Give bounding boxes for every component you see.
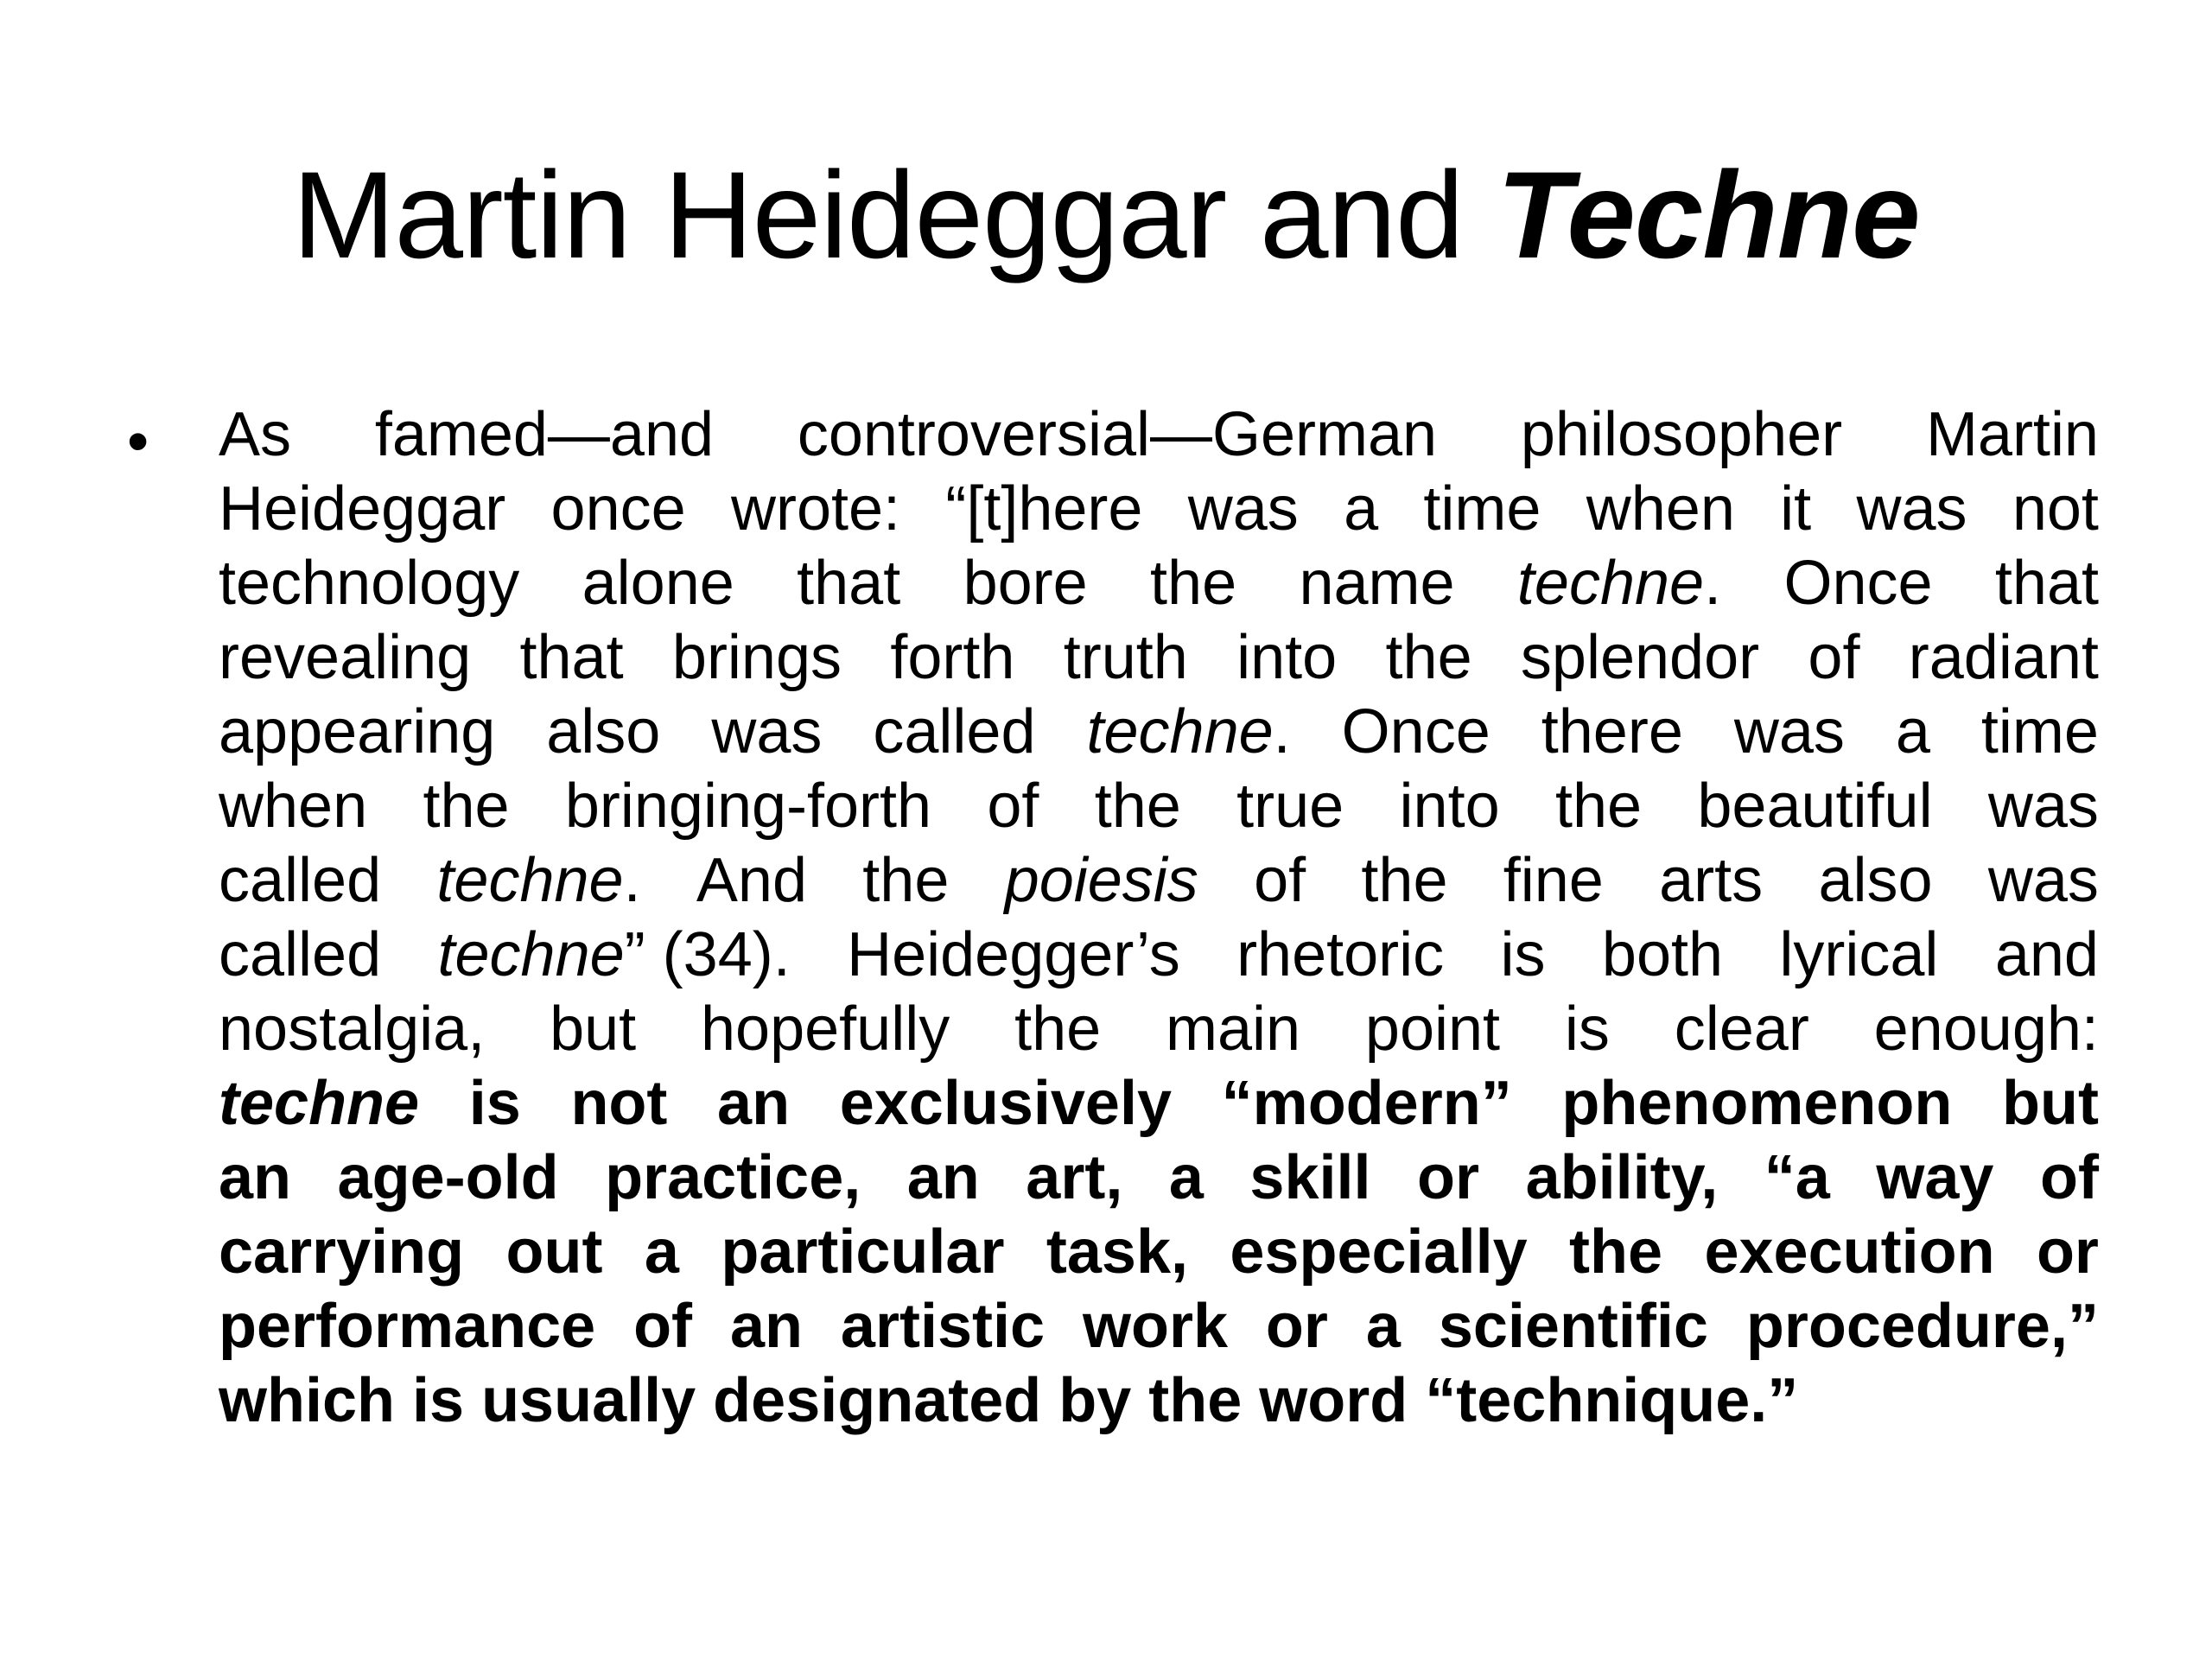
paragraph-word: both bbox=[1601, 920, 1724, 989]
paragraph-word: Once bbox=[1341, 697, 1491, 766]
paragraph-word: enough: bbox=[1873, 995, 2099, 1064]
paragraph-word-group bbox=[1046, 1215, 1188, 1289]
paragraph-word-group bbox=[1425, 1363, 1798, 1438]
paragraph-word-group bbox=[645, 1215, 679, 1289]
paragraph-word-group bbox=[469, 1066, 521, 1141]
paragraph-word-group bbox=[1586, 472, 1735, 546]
paragraph-word-group bbox=[1697, 769, 1932, 843]
paragraph-word: is bbox=[1564, 995, 1610, 1064]
paragraph-word: bore bbox=[963, 549, 1088, 618]
paragraph-word: usually bbox=[481, 1366, 696, 1435]
paragraph-word: that bbox=[519, 623, 624, 692]
paragraph-word-group bbox=[1361, 843, 1447, 918]
paragraph-word: hopefully bbox=[701, 995, 950, 1064]
paragraph-word: time bbox=[1980, 697, 2099, 766]
paragraph-line bbox=[219, 1215, 2099, 1289]
paragraph-word-group bbox=[890, 620, 1014, 695]
paragraph-word: an bbox=[729, 1292, 803, 1361]
paragraph-word: an bbox=[717, 1069, 791, 1138]
paragraph-word-group bbox=[1365, 992, 1500, 1066]
paragraph-word-group bbox=[1222, 1066, 1512, 1141]
paragraph-word: “technique.” bbox=[1425, 1366, 1799, 1435]
paragraph-word: designated bbox=[713, 1366, 1042, 1435]
paragraph-word: Heidegger’s bbox=[847, 920, 1180, 989]
paragraph-line bbox=[219, 843, 2099, 918]
paragraph-word-group bbox=[633, 1289, 692, 1363]
paragraph-word-group bbox=[1764, 1141, 1830, 1215]
paragraph-word-group bbox=[730, 1289, 803, 1363]
paragraph-word-group bbox=[2002, 1066, 2099, 1141]
paragraph-word-group bbox=[1521, 397, 1842, 472]
paragraph-word: rhetoric bbox=[1236, 920, 1445, 989]
paragraph-word: a bbox=[1365, 1292, 1401, 1361]
paragraph-word-group bbox=[1299, 546, 1454, 620]
paragraph-line bbox=[219, 992, 2099, 1066]
paragraph-word-group bbox=[797, 546, 900, 620]
paragraph-word: artistic bbox=[840, 1292, 1046, 1361]
paragraph-word-group bbox=[481, 1363, 696, 1438]
paragraph-word: practice, bbox=[605, 1143, 861, 1212]
paragraph-word: or bbox=[1265, 1292, 1328, 1361]
paragraph-word: is bbox=[412, 1366, 465, 1435]
paragraph-word-group bbox=[1064, 620, 1188, 695]
paragraph-word-group bbox=[219, 1066, 419, 1141]
paragraph-word: carrying bbox=[219, 1217, 465, 1287]
paragraph-word: alone bbox=[582, 549, 734, 618]
paragraph-word-group bbox=[840, 1066, 1172, 1141]
paragraph-word-group bbox=[1150, 546, 1236, 620]
paragraph-word-group bbox=[550, 992, 636, 1066]
paragraph-word: an bbox=[906, 1143, 980, 1212]
paragraph-word-group bbox=[1501, 918, 1546, 992]
paragraph-word-group bbox=[1675, 992, 1809, 1066]
paragraph-word-group bbox=[1169, 1141, 1204, 1215]
paragraph-word: the bbox=[1094, 772, 1181, 841]
paragraph-word-group bbox=[945, 472, 1142, 546]
paragraph-word-group bbox=[717, 1066, 790, 1141]
paragraph-word-group bbox=[1876, 1141, 1993, 1215]
paragraph-word: that bbox=[797, 549, 901, 618]
paragraph-word: or bbox=[2036, 1217, 2099, 1287]
bullet-paragraph bbox=[219, 397, 2099, 1438]
paragraph-word: As bbox=[219, 400, 292, 469]
paragraph-word-group bbox=[1236, 918, 1444, 992]
paragraph-word-group bbox=[1086, 695, 1290, 769]
paragraph-word: bringing-forth bbox=[564, 772, 932, 841]
paragraph-word: “[t]here bbox=[945, 474, 1143, 543]
paragraph-word-group bbox=[1988, 769, 2099, 843]
paragraph-word-group bbox=[1095, 769, 1181, 843]
paragraph-punctuation: . bbox=[1704, 549, 1722, 618]
paragraph-word: not bbox=[570, 1069, 668, 1138]
paragraph-word: techne bbox=[1516, 549, 1705, 618]
paragraph-word-group bbox=[672, 620, 842, 695]
paragraph-word: but bbox=[2001, 1069, 2099, 1138]
paragraph-word: the bbox=[1361, 846, 1448, 915]
paragraph-word: was bbox=[1987, 846, 2099, 915]
paragraph-word: nostalgia, bbox=[219, 995, 486, 1064]
paragraph-word: called bbox=[873, 697, 1036, 766]
paragraph-word-group bbox=[1856, 472, 1967, 546]
paragraph-word-group bbox=[565, 769, 931, 843]
paragraph-word: fine bbox=[1503, 846, 1604, 915]
paragraph-word: by bbox=[1058, 1366, 1132, 1435]
paragraph-word: is bbox=[468, 1069, 521, 1138]
paragraph-word-group bbox=[1734, 695, 1845, 769]
paragraph-word: poiesis bbox=[1004, 846, 1198, 915]
paragraph-word-group bbox=[423, 769, 509, 843]
paragraph-word: or bbox=[1417, 1143, 1480, 1212]
paragraph-word: also bbox=[1818, 846, 1933, 915]
paragraph-word: into bbox=[1236, 623, 1338, 692]
paragraph-word: out bbox=[505, 1217, 603, 1287]
paragraph-word: performance bbox=[219, 1292, 596, 1361]
paragraph-word: is bbox=[1500, 920, 1546, 989]
paragraph-word: there bbox=[1541, 697, 1683, 766]
paragraph-word: “a bbox=[1764, 1143, 1830, 1212]
paragraph-word: lyrical bbox=[1779, 920, 1939, 989]
paragraph-word: called bbox=[219, 846, 382, 915]
paragraph-word-group bbox=[987, 769, 1039, 843]
paragraph-word: time bbox=[1423, 474, 1541, 543]
paragraph-word-group bbox=[1439, 1289, 1708, 1363]
paragraph-punctuation: ” (34). bbox=[624, 920, 791, 989]
paragraph-word-group bbox=[1565, 992, 1610, 1066]
paragraph-word: revealing bbox=[219, 623, 472, 692]
paragraph-word-group bbox=[1981, 695, 2099, 769]
paragraph-word: the bbox=[423, 772, 510, 841]
paragraph-word: skill bbox=[1249, 1143, 1371, 1212]
slide-title-plain: Martin Heideggar and bbox=[292, 147, 1497, 284]
paragraph-word-group bbox=[1386, 620, 1472, 695]
paragraph-word-group bbox=[1783, 546, 1932, 620]
paragraph-line bbox=[219, 546, 2099, 620]
paragraph-word-group bbox=[1266, 1289, 1328, 1363]
paragraph-word: an bbox=[219, 1143, 292, 1212]
paragraph-word: forth bbox=[890, 623, 1015, 692]
paragraph-word-group bbox=[219, 695, 495, 769]
paragraph-word-group bbox=[847, 918, 1180, 992]
paragraph-word: technology bbox=[219, 549, 520, 618]
paragraph-word: was bbox=[1733, 697, 1845, 766]
paragraph-word: of bbox=[633, 1292, 693, 1361]
paragraph-word: techne bbox=[436, 846, 624, 915]
paragraph-word: called bbox=[219, 920, 382, 989]
paragraph-word-group bbox=[1236, 769, 1344, 843]
paragraph-word-group bbox=[551, 472, 686, 546]
paragraph-word: Once bbox=[1783, 549, 1933, 618]
paragraph-word-group bbox=[1423, 472, 1541, 546]
paragraph-word-group bbox=[1602, 918, 1723, 992]
paragraph-word: brings bbox=[671, 623, 842, 692]
paragraph-line bbox=[219, 695, 2099, 769]
paragraph-word-group bbox=[798, 397, 1437, 472]
paragraph-word-group bbox=[1005, 843, 1198, 918]
paragraph-word-group bbox=[711, 695, 822, 769]
paragraph-word: when bbox=[219, 772, 368, 841]
paragraph-word-group bbox=[2012, 472, 2099, 546]
paragraph-word: especially bbox=[1230, 1217, 1528, 1287]
paragraph-word: was bbox=[1856, 474, 1967, 543]
paragraph-word-group bbox=[1083, 1289, 1228, 1363]
paragraph-word-group bbox=[1230, 1215, 1527, 1289]
paragraph-word-group bbox=[546, 695, 660, 769]
paragraph-word-group bbox=[1659, 843, 1763, 918]
paragraph-word-group bbox=[1779, 918, 1938, 992]
paragraph-word: phenomenon bbox=[1561, 1069, 1953, 1138]
paragraph-word-group bbox=[1896, 695, 1930, 769]
paragraph-word: main bbox=[1166, 995, 1301, 1064]
slide-title-emphasis: Techne bbox=[1497, 147, 1920, 284]
paragraph-word-group bbox=[1541, 695, 1683, 769]
paragraph-word: a bbox=[644, 1217, 679, 1287]
paragraph-line bbox=[219, 1066, 2099, 1141]
paragraph-word: of bbox=[1808, 623, 1860, 692]
paragraph-word: not bbox=[2012, 474, 2099, 543]
paragraph-word-group bbox=[219, 1363, 395, 1438]
paragraph-word: a bbox=[1895, 697, 1930, 766]
paragraph-word: but bbox=[550, 995, 637, 1064]
paragraph-word-group bbox=[436, 843, 640, 918]
paragraph-line bbox=[219, 769, 2099, 843]
paragraph-word: arts bbox=[1659, 846, 1764, 915]
paragraph-word: when bbox=[1586, 474, 1735, 543]
paragraph-word-group bbox=[1014, 992, 1101, 1066]
paragraph-word: famed—and bbox=[374, 400, 715, 469]
paragraph-word-group bbox=[1746, 1289, 2099, 1363]
paragraph-word-group bbox=[1808, 620, 1859, 695]
paragraph-word-group bbox=[520, 620, 624, 695]
paragraph-word-group bbox=[570, 1066, 667, 1141]
paragraph-word: and bbox=[1994, 920, 2099, 989]
paragraph-word-group bbox=[219, 472, 505, 546]
paragraph-word-group bbox=[219, 769, 367, 843]
paragraph-word-group bbox=[1417, 1141, 1479, 1215]
paragraph-word: Heideggar bbox=[219, 474, 506, 543]
paragraph-word-group bbox=[1026, 1141, 1122, 1215]
paragraph-word: truth bbox=[1063, 623, 1188, 692]
paragraph-word: procedure,” bbox=[1745, 1292, 2099, 1361]
paragraph-word-group bbox=[1342, 695, 1491, 769]
paragraph-word: controversial—German bbox=[797, 400, 1438, 469]
paragraph-word: appearing bbox=[219, 697, 496, 766]
paragraph-word-group bbox=[219, 1289, 595, 1363]
paragraph-word: of bbox=[987, 772, 1039, 841]
paragraph-word: task, bbox=[1046, 1217, 1188, 1287]
paragraph-word-group bbox=[1995, 546, 2099, 620]
paragraph-word-group bbox=[696, 843, 807, 918]
paragraph-word: was bbox=[1187, 474, 1299, 543]
paragraph-word-group bbox=[375, 397, 714, 472]
paragraph-word: age-old bbox=[337, 1143, 559, 1212]
paragraph-word-group bbox=[1400, 769, 1500, 843]
paragraph-word: scientific bbox=[1438, 1292, 1708, 1361]
paragraph-word-group bbox=[506, 1215, 603, 1289]
paragraph-word: the bbox=[1569, 1217, 1663, 1287]
paragraph-word-group bbox=[1236, 620, 1337, 695]
paragraph-word: point bbox=[1364, 995, 1501, 1064]
paragraph-line bbox=[219, 1289, 2099, 1363]
paragraph-word-group bbox=[1166, 992, 1300, 1066]
paragraph-word: techne bbox=[1086, 697, 1274, 766]
slide-title bbox=[0, 143, 2212, 289]
paragraph-word: the bbox=[1014, 995, 1102, 1064]
paragraph-word-group bbox=[219, 918, 381, 992]
paragraph-word: name bbox=[1299, 549, 1455, 618]
paragraph-word: exclusively bbox=[839, 1069, 1173, 1138]
paragraph-word-group bbox=[1909, 620, 2099, 695]
paragraph-word-group bbox=[1818, 843, 1932, 918]
paragraph-word: the bbox=[1148, 1366, 1243, 1435]
paragraph-word-group bbox=[582, 546, 734, 620]
paragraph-word: ability, bbox=[1525, 1143, 1719, 1212]
paragraph-word-group bbox=[721, 1215, 1004, 1289]
paragraph-word: into bbox=[1399, 772, 1500, 841]
paragraph-word: the bbox=[1385, 623, 1472, 692]
paragraph-word-group bbox=[412, 1363, 464, 1438]
paragraph-word-group bbox=[219, 546, 519, 620]
paragraph-word-group bbox=[1259, 1363, 1408, 1438]
paragraph-word-group bbox=[1988, 843, 2099, 918]
paragraph-word-group bbox=[338, 1141, 559, 1215]
paragraph-word: execution bbox=[1704, 1217, 1995, 1287]
paragraph-word-group bbox=[1366, 1289, 1401, 1363]
paragraph-word-group bbox=[1503, 843, 1604, 918]
paragraph-word-group bbox=[219, 397, 291, 472]
paragraph-word: art, bbox=[1026, 1143, 1123, 1212]
paragraph-word: techne bbox=[219, 1069, 420, 1138]
paragraph-word-group bbox=[2040, 1141, 2099, 1215]
paragraph-word-group bbox=[713, 1363, 1041, 1438]
paragraph-word-group bbox=[1254, 843, 1306, 918]
paragraph-word: philosopher bbox=[1520, 400, 1843, 469]
paragraph-word-group bbox=[1780, 472, 1811, 546]
paragraph-word-group bbox=[1874, 992, 2099, 1066]
paragraph-word: splendor bbox=[1520, 623, 1760, 692]
paragraph-word: that bbox=[1994, 549, 2099, 618]
paragraph-punctuation: . bbox=[623, 846, 641, 915]
paragraph-word-group bbox=[219, 1141, 291, 1215]
paragraph-word-group bbox=[841, 1289, 1045, 1363]
paragraph-word: And bbox=[696, 846, 807, 915]
paragraph-word-group bbox=[1058, 1363, 1131, 1438]
paragraph-word-group bbox=[1249, 1141, 1370, 1215]
paragraph-line bbox=[219, 620, 2099, 695]
paragraph-word: of bbox=[2039, 1143, 2099, 1212]
paragraph-word: also bbox=[546, 697, 661, 766]
paragraph-word: was bbox=[711, 697, 823, 766]
paragraph-word-group bbox=[2037, 1215, 2099, 1289]
paragraph-line bbox=[219, 918, 2099, 992]
paragraph-word-group bbox=[907, 1141, 980, 1215]
paragraph-word-group bbox=[731, 472, 900, 546]
paragraph-word-group bbox=[605, 1141, 861, 1215]
paragraph-word-group bbox=[219, 843, 381, 918]
paragraph-word-group bbox=[862, 843, 949, 918]
paragraph-word: a bbox=[1344, 474, 1379, 543]
paragraph-word-group bbox=[1561, 1066, 1952, 1141]
paragraph-word-group bbox=[1344, 472, 1378, 546]
paragraph-word: word bbox=[1259, 1366, 1408, 1435]
paragraph-word-group bbox=[1704, 1215, 1994, 1289]
paragraph-word-group bbox=[1569, 1215, 1662, 1289]
paragraph-word: clear bbox=[1674, 995, 1809, 1064]
paragraph-word-group bbox=[963, 546, 1088, 620]
paragraph-word: once bbox=[550, 474, 686, 543]
paragraph-word: Martin bbox=[1925, 400, 2099, 469]
paragraph-word-group bbox=[219, 620, 471, 695]
paragraph-word-group bbox=[1926, 397, 2099, 472]
paragraph-word: which bbox=[219, 1366, 396, 1435]
paragraph-word-group bbox=[1995, 918, 2099, 992]
paragraph-word: the bbox=[862, 846, 950, 915]
paragraph-word: beautiful bbox=[1697, 772, 1933, 841]
paragraph-word: particular bbox=[721, 1217, 1005, 1287]
paragraph-word: wrote: bbox=[730, 474, 901, 543]
paragraph-word-group bbox=[1148, 1363, 1242, 1438]
paragraph-word-group bbox=[701, 992, 950, 1066]
paragraph-line bbox=[219, 472, 2099, 546]
bullet-marker: • bbox=[127, 407, 149, 476]
paragraph-word-group bbox=[1526, 1141, 1719, 1215]
paragraph-word: it bbox=[1780, 474, 1812, 543]
paragraph-line bbox=[219, 1363, 2099, 1438]
paragraph-word: a bbox=[1168, 1143, 1204, 1212]
paragraph-word-group bbox=[1521, 620, 1759, 695]
paragraph-word: the bbox=[1150, 549, 1237, 618]
paragraph-word-group bbox=[873, 695, 1035, 769]
paragraph-word: way bbox=[1876, 1143, 1994, 1212]
paragraph-line bbox=[219, 1141, 2099, 1215]
paragraph-line bbox=[219, 397, 2099, 472]
paragraph-word-group bbox=[1188, 472, 1299, 546]
paragraph-word: the bbox=[1554, 772, 1643, 841]
paragraph-punctuation: . bbox=[1273, 697, 1291, 766]
paragraph-word-group bbox=[1555, 769, 1642, 843]
paragraph-word: “modern” bbox=[1221, 1069, 1512, 1138]
paragraph-word-group bbox=[219, 1215, 464, 1289]
paragraph-word: work bbox=[1082, 1292, 1228, 1361]
paragraph-word-group bbox=[219, 992, 485, 1066]
paragraph-word-group bbox=[1517, 546, 1721, 620]
paragraph-word: radiant bbox=[1908, 623, 2099, 692]
paragraph-word-group bbox=[438, 918, 791, 992]
paragraph-word: of bbox=[1254, 846, 1306, 915]
paragraph-word: was bbox=[1987, 772, 2099, 841]
paragraph-word: techne bbox=[437, 920, 625, 989]
paragraph-word: true bbox=[1236, 772, 1344, 841]
